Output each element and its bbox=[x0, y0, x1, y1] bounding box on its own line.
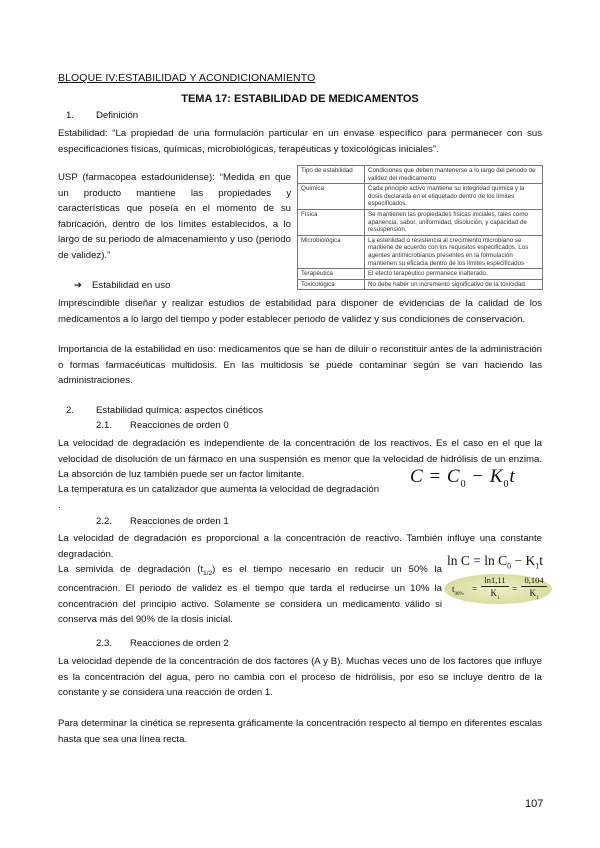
formula-fraction bbox=[521, 575, 547, 605]
formula-symbol: t bbox=[539, 553, 544, 568]
table-cell: El efecto terapéutico permanece inalterado. bbox=[365, 269, 543, 280]
formula-denominator bbox=[521, 587, 547, 605]
table-cell: Microbiológica bbox=[298, 235, 365, 268]
formula-symbol: = bbox=[472, 584, 478, 594]
paragraph-order-0: La velocidad de degradación es independiente de la concentración de los reactivos. Es el caso en el que la velocidad de disolución de un fármaco en una suspensión es menor que la velocidad de hidrólisis de un enzima. La absorción de luz también puede ser un factor limitante. bbox=[58, 438, 542, 480]
formula-symbol: C bbox=[446, 466, 461, 487]
formula-symbol: = bbox=[429, 466, 442, 487]
formula-symbol: = bbox=[512, 584, 518, 594]
arrow-list-item bbox=[74, 278, 170, 294]
section-number: 2.3. bbox=[96, 638, 113, 649]
section-2-3-heading bbox=[96, 638, 229, 649]
table-header-row bbox=[298, 166, 543, 184]
formula-numerator: ln1,11 bbox=[481, 575, 509, 587]
formula-symbol: − K bbox=[511, 553, 536, 568]
formula-symbol: K bbox=[529, 588, 536, 598]
formula-fraction bbox=[481, 575, 509, 605]
section-2-2-heading bbox=[96, 516, 229, 527]
formula-numerator: 0,104 bbox=[521, 575, 547, 587]
usp-definition: USP (farmacopea estadounidense): “Medida en que un producto mantiene las propiedades y características que poseía en el momento de su fabricación, dentro de los límites establecidos, a lo largo de su periodo de almacenamiento y uso (periodo de validez).” bbox=[58, 172, 291, 261]
table-header-cell: Tipo de estabilidad bbox=[298, 166, 365, 184]
formula-order-1-log bbox=[447, 553, 543, 571]
table-cell: No debe haber un incremento significativo de la toxicidad. bbox=[365, 279, 543, 290]
paragraph-imprescindible: Imprescindible diseñar y realizar estudios de estabilidad para disponer de evidencias de la calidad de los medicamentos a lo largo del tiempo y poder establecer periodo de validez y sus condiciones de conservación. bbox=[58, 298, 542, 325]
table-cell: La esterilidad o resistencia al crecimiento microbiano se mantiene de acuerdo con los requisitos especificados. Los agentes antimicrobianos presentes en la formulación mantienen su eficacia dentro de los límites especificados bbox=[365, 235, 543, 268]
formula-subscript: 1 bbox=[497, 595, 500, 601]
stability-definition: Estabilidad: “La propiedad de una formulación particular en un envase específico para permanecer con sus especificaciones físicas, químicas, microbiológicas, terapéuticas y toxicológicas iniciales”. bbox=[58, 128, 542, 155]
block-heading: BLOQUE IV:ESTABILIDAD Y ACONDICIONAMIENTO bbox=[58, 72, 316, 84]
paragraph-order-2: La velocidad depende de la concentración de dos factores (A y B). Muchas veces uno de los factores que influye es la concentración del agua, pero no cambia con el proceso de hidrólisis, por eso se incluye dentro de la constante y se considera una reacción de orden 1. bbox=[58, 656, 542, 698]
table-row bbox=[298, 184, 543, 210]
table-cell: Química bbox=[298, 184, 365, 210]
section-title: Estabilidad química: aspectos cinéticos bbox=[96, 405, 263, 416]
formula-symbol: ln C = ln C bbox=[447, 553, 508, 568]
table-row bbox=[298, 279, 543, 290]
formula-order-0 bbox=[410, 466, 516, 490]
formula-symbol: t bbox=[452, 584, 455, 594]
formula-symbol: − bbox=[472, 466, 485, 487]
table-cell: Terapéutica bbox=[298, 269, 365, 280]
paragraph-importancia: Importancia de la estabilidad en uso: medicamentos que se han de diluir o reconstituir antes de la administración o formas farmacéuticas multidosis. En las multidosis se puede contaminar según se van haciendo las administraciones. bbox=[58, 344, 542, 386]
section-title: Reacciones de orden 0 bbox=[130, 420, 229, 431]
half-life-text: La semivida de degradación (t bbox=[58, 564, 204, 575]
formula-symbol: t bbox=[509, 466, 516, 487]
formula-shelf-life bbox=[444, 574, 552, 604]
paragraph-temperature: La temperatura es un catalizador que aumenta la velocidad de degradación bbox=[58, 484, 380, 495]
formula-subscript: 1 bbox=[535, 561, 540, 571]
section-title: Definición bbox=[96, 110, 139, 121]
page-number: 107 bbox=[525, 798, 544, 810]
formula-subscript: 0 bbox=[507, 561, 512, 571]
formula-subscript: 90% bbox=[454, 591, 464, 597]
formula-subscript: 1 bbox=[536, 595, 539, 601]
table-cell: Toxicológica bbox=[298, 279, 365, 290]
section-2-heading bbox=[66, 405, 263, 416]
table-row bbox=[298, 235, 543, 268]
table-cell: Física bbox=[298, 209, 365, 235]
section-2-1-heading bbox=[96, 420, 229, 431]
section-number: 1. bbox=[66, 110, 75, 121]
formula-symbol: K bbox=[489, 466, 504, 487]
section-number: 2. bbox=[66, 405, 75, 416]
section-title: Reacciones de orden 1 bbox=[130, 516, 229, 527]
paragraph-order-1: La velocidad de degradación es proporcional a la concentración de reactivo. También influye una constante degradación. bbox=[58, 533, 542, 560]
paragraph-half-life bbox=[58, 562, 442, 628]
section-number: 2.2. bbox=[96, 516, 113, 527]
formula-subscript: 0 bbox=[460, 478, 467, 490]
arrow-right-icon: ➔ bbox=[74, 280, 83, 291]
formula-symbol: C bbox=[410, 466, 424, 487]
half-life-text: ) es el tiempo necesario en reducir un 50% la concentración. El periodo de validez es el tiempo que tarda el reducirse un 10% la concentración del principio activo. Solamente se considera un medicamento válido si conserva más del 90% de la dosis inicial. bbox=[58, 564, 443, 626]
stray-dot: . bbox=[58, 500, 61, 511]
formula-denominator bbox=[481, 587, 509, 605]
table-row bbox=[298, 209, 543, 235]
table-row bbox=[298, 269, 543, 280]
topic-title: TEMA 17: ESTABILIDAD DE MEDICAMENTOS bbox=[181, 93, 419, 105]
arrow-item-label: Estabilidad en uso bbox=[92, 280, 171, 291]
section-1-heading bbox=[66, 110, 138, 121]
table-header-cell: Condiciones que deben mantenerse a lo largo del periodo de validez del medicamento bbox=[365, 166, 543, 184]
stability-types-table bbox=[297, 165, 543, 290]
paragraph-kinetics: Para determinar la cinética se representa gráficamente la concentración respecto al tiempo en diferentes escalas hasta que sea una línea recta. bbox=[58, 718, 542, 745]
half-life-subscript: 1/2 bbox=[203, 569, 213, 577]
formula-subscript: 0 bbox=[503, 478, 510, 490]
table-cell: Cada principio activo mantiene su integridad química y la dosis declarada en el etiquetado dentro de los límites especificados. bbox=[365, 184, 543, 210]
formula-t90 bbox=[452, 584, 464, 597]
formula-symbol: K bbox=[490, 588, 497, 598]
section-title: Reacciones de orden 2 bbox=[130, 638, 229, 649]
table-cell: Se mantienen las propiedades físicas iniciales, tales como apariencia, sabor, uniformidad, disolución, y capacidad de resuspensión. bbox=[365, 209, 543, 235]
section-number: 2.1. bbox=[96, 420, 113, 431]
